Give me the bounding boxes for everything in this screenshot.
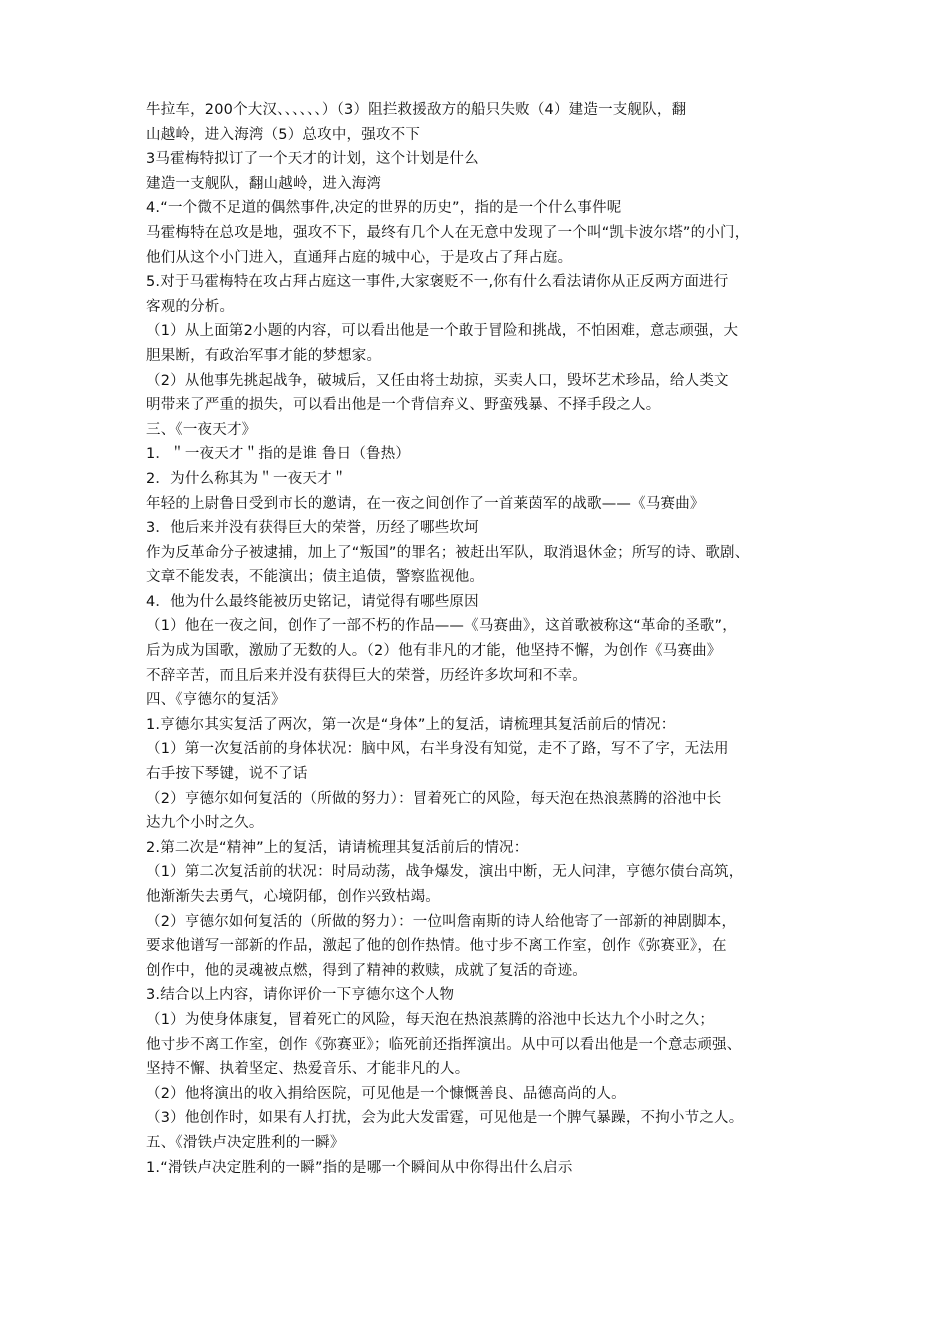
question-line: 客观的分析。 (146, 298, 235, 315)
question-line: 3.结合以上内容，请你评价一下亨德尔这个人物 (146, 987, 455, 1004)
section-heading: 三、《一夜天才》 (146, 421, 257, 438)
answer-line: 不辞辛苦，而且后来并没有获得巨大的荣誉，历经许多坎坷和不幸。 (146, 667, 587, 684)
question-line: 4．他为什么最终能被历史铭记，请觉得有哪些原因 (146, 593, 479, 610)
question-line: 1.“滑铁卢决定胜利的一瞬”指的是哪一个瞬间从中你得出什么启示 (146, 1159, 573, 1176)
answer-line: 胆果断，有政治军事才能的梦想家。 (146, 347, 382, 364)
document-page (146, 98, 826, 1180)
answer-line: 创作中，他的灵魂被点燃，得到了精神的救赎，成就了复活的奇迹。 (146, 962, 587, 979)
answer-line: （1）第二次复活前的状况：时局动荡，战争爆发，演出中断，无人问津，亨德尔债台高筑， (146, 864, 744, 881)
answer-line: 坚持不懈、执着坚定、热爱音乐、才能非凡的人。 (146, 1061, 470, 1078)
question-line: 1.亨德尔其实复活了两次，第一次是“身体”上的复活，请梳理其复活前后的情况： (146, 716, 676, 733)
answer-line: （3）他创作时，如果有人打扰，会为此大发雷霆，可见他是一个脾气暴躁，不拘小节之人。 (146, 1110, 744, 1127)
answer-line: （1）第一次复活前的身体状况：脑中风，右半身没有知觉，走不了路，写不了字，无法用 (146, 741, 729, 758)
answer-line: 右手按下琴键，说不了话 (146, 766, 308, 783)
question-line: 2.第二次是“精神”上的复活，请请梳理其复活前后的情况： (146, 839, 529, 856)
section-heading: 五、《滑铁卢决定胜利的一瞬》 (146, 1134, 345, 1151)
answer-line: 年轻的上尉鲁日受到市长的邀请，在一夜之间创作了一首莱茵军的战歌——《马赛曲》 (146, 495, 705, 512)
answer-line: 建造一支舰队，翻山越岭，进入海湾 (146, 175, 382, 192)
answer-line: 他寸步不离工作室，创作《弥赛亚》；临死前还指挥演出。从中可以看出他是一个意志顽强、 (146, 1036, 742, 1053)
question-line: 3．他后来并没有获得巨大的荣誉，历经了哪些坎坷 (146, 520, 479, 537)
question-line: 2．为什么称其为＂一夜天才＂ (146, 470, 347, 487)
text-line: 山越岭，进入海湾（5）总攻中，强攻不下 (146, 126, 421, 143)
answer-line: （1）从上面第2小题的内容，可以看出他是一个敢于冒险和挑战，不怕困难，意志顽强，大 (146, 323, 739, 340)
answer-line: 要求他谱写一部新的作品，激起了他的创作热情。他寸步不离工作室，创作《弥赛亚》，在 (146, 938, 727, 955)
question-line: 1．＂一夜天才＂指的是谁 鲁日（鲁热） (146, 446, 411, 463)
answer-line: 文章不能发表，不能演出；债主追债，警察监视他。 (146, 569, 485, 586)
answer-line: 作为反革命分子被逮捕，加上了“叛国”的罪名；被赶出军队，取消退休金；所写的诗、歌剧、 (146, 544, 750, 561)
text-line: 牛拉车，200个大汉、、、、、、）（3）阻拦救援敌方的船只失败（4）建造一支舰队，翻 (146, 102, 687, 118)
answer-line: 他们从这个小门进入，直通拜占庭的城中心，于是攻占了拜占庭。 (146, 249, 573, 266)
question-line: 4.“一个微不足道的偶然事件,决定的世界的历史”，指的是一个什么事件呢 (146, 200, 622, 217)
answer-line: 达九个小时之久。 (146, 815, 264, 832)
section-heading: 四、《亨德尔的复活》 (146, 692, 286, 709)
answer-line: （2）亨德尔如何复活的（所做的努力）：冒着死亡的风险，每天泡在热浪蒸腾的浴池中长 (146, 790, 722, 807)
answer-line: （2）他将演出的收入捐给医院，可见他是一个慷慨善良、品德高尚的人。 (146, 1085, 626, 1102)
answer-line: 马霍梅特在总攻是地，强攻不下，最终有几个人在无意中发现了一个叫“凯卡波尔塔”的小门， (146, 224, 750, 241)
answer-line: 后为成为国歌，激励了无数的人。（2）他有非凡的才能，他坚持不懈，为创作《马赛曲》 (146, 643, 722, 660)
answer-line: （1）他在一夜之间，创作了一部不朽的作品——《马赛曲》，这首歌被称这“革命的圣歌”， (146, 618, 737, 635)
answer-line: 明带来了严重的损失，可以看出他是一个背信弃义、野蛮残暴、不择手段之人。 (146, 397, 661, 414)
answer-line: （2）亨德尔如何复活的（所做的努力）：一位叫詹南斯的诗人给他寄了一部新的神剧脚本， (146, 913, 737, 930)
answer-line: 他渐渐失去勇气，心境阴郁，创作兴致枯竭。 (146, 889, 440, 905)
question-line: 3马霍梅特拟订了一个天才的计划，这个计划是什么 (146, 151, 479, 168)
answer-line: （2）从他事先挑起战争，破城后，又任由将士劫掠，买卖人口，毁坏艺术珍品，给人类文 (146, 372, 729, 389)
answer-line: （1）为使身体康复，冒着死亡的风险，每天泡在热浪蒸腾的浴池中长达九个小时之久； (146, 1011, 715, 1028)
question-line: 5.对于马霍梅特在攻占拜占庭这一事件,大家褒贬不一,你有什么看法请你从正反两方面进行 (146, 274, 729, 291)
